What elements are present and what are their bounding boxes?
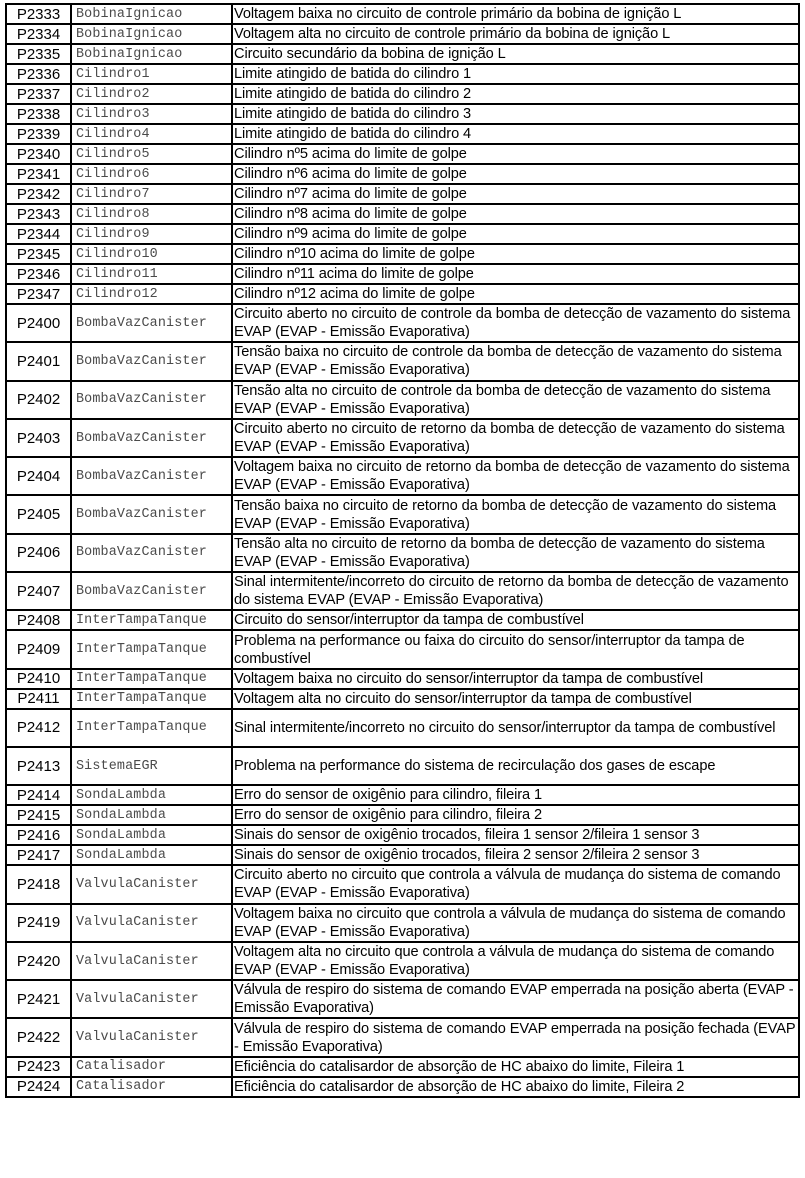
description-cell: Problema na performance ou faixa do circuito do sensor/interruptor da tampa de combustível [232,630,799,668]
description-cell: Cilindro nº12 acima do limite de golpe [232,284,799,304]
dtc-code-cell: P2420 [6,942,71,980]
description-cell: Eficiência do catalisardor de absorção de HC abaixo do limite, Fileira 2 [232,1077,799,1097]
component-cell: ValvulaCanister [71,865,232,903]
table-row [6,342,799,380]
description-cell: Circuito aberto no circuito de controle da bomba de detecção de vazamento do sistema EVAP (EVAP - Emissão Evaporativa) [232,304,799,342]
component-cell: Cilindro5 [71,144,232,164]
component-cell: Catalisador [71,1077,232,1097]
description-cell: Problema na performance do sistema de recirculação dos gases de escape [232,747,799,785]
dtc-code-cell: P2343 [6,204,71,224]
table-row [6,845,799,865]
dtc-code-cell: P2335 [6,44,71,64]
component-cell: Cilindro4 [71,124,232,144]
description-cell: Tensão baixa no circuito de controle da bomba de detecção de vazamento do sistema EVAP (EVAP - Emissão Evaporativa) [232,342,799,380]
component-cell: Cilindro1 [71,64,232,84]
description-cell: Voltagem baixa no circuito de retorno da bomba de detecção de vazamento do sistema EVAP (EVAP - Emissão Evaporativa) [232,457,799,495]
description-cell: Circuito aberto no circuito de retorno da bomba de detecção de vazamento do sistema EVAP (EVAP - Emissão Evaporativa) [232,419,799,457]
table-row [6,825,799,845]
component-cell: Cilindro2 [71,84,232,104]
dtc-code-cell: P2406 [6,534,71,572]
dtc-code-cell: P2414 [6,785,71,805]
table-row [6,144,799,164]
description-cell: Válvula de respiro do sistema de comando EVAP emperrada na posição fechada (EVAP - Emissão Evaporativa) [232,1018,799,1056]
component-cell: SondaLambda [71,845,232,865]
table-row [6,184,799,204]
dtc-code-cell: P2333 [6,4,71,24]
dtc-code-cell: P2339 [6,124,71,144]
table-row [6,534,799,572]
description-cell: Cilindro nº7 acima do limite de golpe [232,184,799,204]
component-cell: ValvulaCanister [71,1018,232,1056]
dtc-code-cell: P2417 [6,845,71,865]
dtc-code-cell: P2345 [6,244,71,264]
dtc-code-cell: P2407 [6,572,71,610]
description-cell: Eficiência do catalisardor de absorção de HC abaixo do limite, Fileira 1 [232,1057,799,1077]
table-row [6,419,799,457]
description-cell: Voltagem baixa no circuito que controla a válvula de mudança do sistema de comando EVAP (EVAP - Emissão Evaporativa) [232,904,799,942]
description-cell: Voltagem alta no circuito do sensor/interruptor da tampa de combustível [232,689,799,709]
component-cell: BombaVazCanister [71,457,232,495]
description-cell: Sinais do sensor de oxigênio trocados, fileira 2 sensor 2/fileira 2 sensor 3 [232,845,799,865]
description-cell: Erro do sensor de oxigênio para cilindro, fileira 2 [232,805,799,825]
table-row [6,572,799,610]
dtc-code-cell: P2340 [6,144,71,164]
component-cell: ValvulaCanister [71,942,232,980]
table-row [6,284,799,304]
table-row [6,381,799,419]
table-row [6,204,799,224]
component-cell: BombaVazCanister [71,304,232,342]
table-row [6,495,799,533]
description-cell: Cilindro nº11 acima do limite de golpe [232,264,799,284]
description-cell: Tensão alta no circuito de controle da bomba de detecção de vazamento do sistema EVAP (EVAP - Emissão Evaporativa) [232,381,799,419]
description-cell: Circuito aberto no circuito que controla a válvula de mudança do sistema de comando EVAP (EVAP - Emissão Evaporativa) [232,865,799,903]
dtc-code-cell: P2415 [6,805,71,825]
dtc-code-cell: P2337 [6,84,71,104]
dtc-code-cell: P2411 [6,689,71,709]
description-cell: Sinal intermitente/incorreto do circuito de retorno da bomba de detecção de vazamento do sistema EVAP (EVAP - Emissão Evaporativa) [232,572,799,610]
component-cell: BobinaIgnicao [71,4,232,24]
dtc-code-cell: P2403 [6,419,71,457]
component-cell: BombaVazCanister [71,342,232,380]
description-cell: Circuito secundário da bobina de ignição L [232,44,799,64]
component-cell: SistemaEGR [71,747,232,785]
component-cell: BombaVazCanister [71,495,232,533]
component-cell: Cilindro6 [71,164,232,184]
dtc-code-table [5,3,800,1098]
table-row [6,669,799,689]
table-row [6,747,799,785]
component-cell: Cilindro11 [71,264,232,284]
component-cell: InterTampaTanque [71,669,232,689]
component-cell: SondaLambda [71,805,232,825]
dtc-code-cell: P2402 [6,381,71,419]
table-row [6,24,799,44]
component-cell: InterTampaTanque [71,689,232,709]
description-cell: Cilindro nº6 acima do limite de golpe [232,164,799,184]
table-row [6,865,799,903]
description-cell: Voltagem baixa no circuito de controle primário da bobina de ignição L [232,4,799,24]
description-cell: Voltagem alta no circuito que controla a válvula de mudança do sistema de comando EVAP (EVAP - Emissão Evaporativa) [232,942,799,980]
dtc-code-cell: P2424 [6,1077,71,1097]
component-cell: BombaVazCanister [71,419,232,457]
description-cell: Tensão baixa no circuito de retorno da bomba de detecção de vazamento do sistema EVAP (EVAP - Emissão Evaporativa) [232,495,799,533]
dtc-code-cell: P2405 [6,495,71,533]
dtc-code-cell: P2336 [6,64,71,84]
component-cell: InterTampaTanque [71,610,232,630]
description-cell: Erro do sensor de oxigênio para cilindro, fileira 1 [232,785,799,805]
description-cell: Cilindro nº10 acima do limite de golpe [232,244,799,264]
description-cell: Voltagem alta no circuito de controle primário da bobina de ignição L [232,24,799,44]
dtc-code-cell: P2342 [6,184,71,204]
table-row [6,64,799,84]
dtc-code-cell: P2423 [6,1057,71,1077]
table-row [6,244,799,264]
table-row [6,1077,799,1097]
component-cell: InterTampaTanque [71,630,232,668]
dtc-code-cell: P2422 [6,1018,71,1056]
dtc-code-cell: P2421 [6,980,71,1018]
component-cell: Cilindro10 [71,244,232,264]
dtc-code-cell: P2404 [6,457,71,495]
table-row [6,4,799,24]
description-cell: Sinais do sensor de oxigênio trocados, fileira 1 sensor 2/fileira 1 sensor 3 [232,825,799,845]
component-cell: BobinaIgnicao [71,24,232,44]
table-row [6,164,799,184]
description-cell: Cilindro nº5 acima do limite de golpe [232,144,799,164]
component-cell: Cilindro12 [71,284,232,304]
table-row [6,1018,799,1056]
dtc-code-cell: P2419 [6,904,71,942]
dtc-code-cell: P2334 [6,24,71,44]
dtc-code-cell: P2338 [6,104,71,124]
component-cell: Catalisador [71,1057,232,1077]
component-cell: Cilindro3 [71,104,232,124]
table-row [6,1057,799,1077]
table-row [6,904,799,942]
table-row [6,104,799,124]
component-cell: Cilindro9 [71,224,232,244]
table-row [6,805,799,825]
dtc-code-cell: P2401 [6,342,71,380]
table-row [6,630,799,668]
dtc-code-cell: P2408 [6,610,71,630]
table-row [6,304,799,342]
description-cell: Cilindro nº9 acima do limite de golpe [232,224,799,244]
description-cell: Tensão alta no circuito de retorno da bomba de detecção de vazamento do sistema EVAP (EVAP - Emissão Evaporativa) [232,534,799,572]
dtc-code-cell: P2418 [6,865,71,903]
dtc-code-cell: P2409 [6,630,71,668]
table-row [6,942,799,980]
table-row [6,457,799,495]
component-cell: Cilindro7 [71,184,232,204]
component-cell: SondaLambda [71,785,232,805]
component-cell: BombaVazCanister [71,572,232,610]
component-cell: SondaLambda [71,825,232,845]
description-cell: Limite atingido de batida do cilindro 2 [232,84,799,104]
component-cell: InterTampaTanque [71,709,232,747]
dtc-code-cell: P2400 [6,304,71,342]
dtc-code-cell: P2412 [6,709,71,747]
table-row [6,84,799,104]
table-row [6,124,799,144]
dtc-code-cell: P2344 [6,224,71,244]
table-row [6,610,799,630]
dtc-code-cell: P2341 [6,164,71,184]
table-row [6,224,799,244]
description-cell: Sinal intermitente/incorreto no circuito do sensor/interruptor da tampa de combustível [232,709,799,747]
dtc-code-cell: P2416 [6,825,71,845]
dtc-table-body [6,4,799,1097]
component-cell: ValvulaCanister [71,980,232,1018]
component-cell: BobinaIgnicao [71,44,232,64]
description-cell: Cilindro nº8 acima do limite de golpe [232,204,799,224]
table-row [6,264,799,284]
description-cell: Limite atingido de batida do cilindro 1 [232,64,799,84]
dtc-code-cell: P2410 [6,669,71,689]
dtc-code-cell: P2413 [6,747,71,785]
table-row [6,44,799,64]
table-row [6,709,799,747]
component-cell: BombaVazCanister [71,381,232,419]
dtc-code-cell: P2347 [6,284,71,304]
table-row [6,980,799,1018]
description-cell: Limite atingido de batida do cilindro 4 [232,124,799,144]
dtc-code-cell: P2346 [6,264,71,284]
table-row [6,785,799,805]
component-cell: Cilindro8 [71,204,232,224]
description-cell: Circuito do sensor/interruptor da tampa de combustível [232,610,799,630]
table-row [6,689,799,709]
description-cell: Limite atingido de batida do cilindro 3 [232,104,799,124]
description-cell: Voltagem baixa no circuito do sensor/interruptor da tampa de combustível [232,669,799,689]
component-cell: BombaVazCanister [71,534,232,572]
description-cell: Válvula de respiro do sistema de comando EVAP emperrada na posição aberta (EVAP - Emissão Evaporativa) [232,980,799,1018]
component-cell: ValvulaCanister [71,904,232,942]
